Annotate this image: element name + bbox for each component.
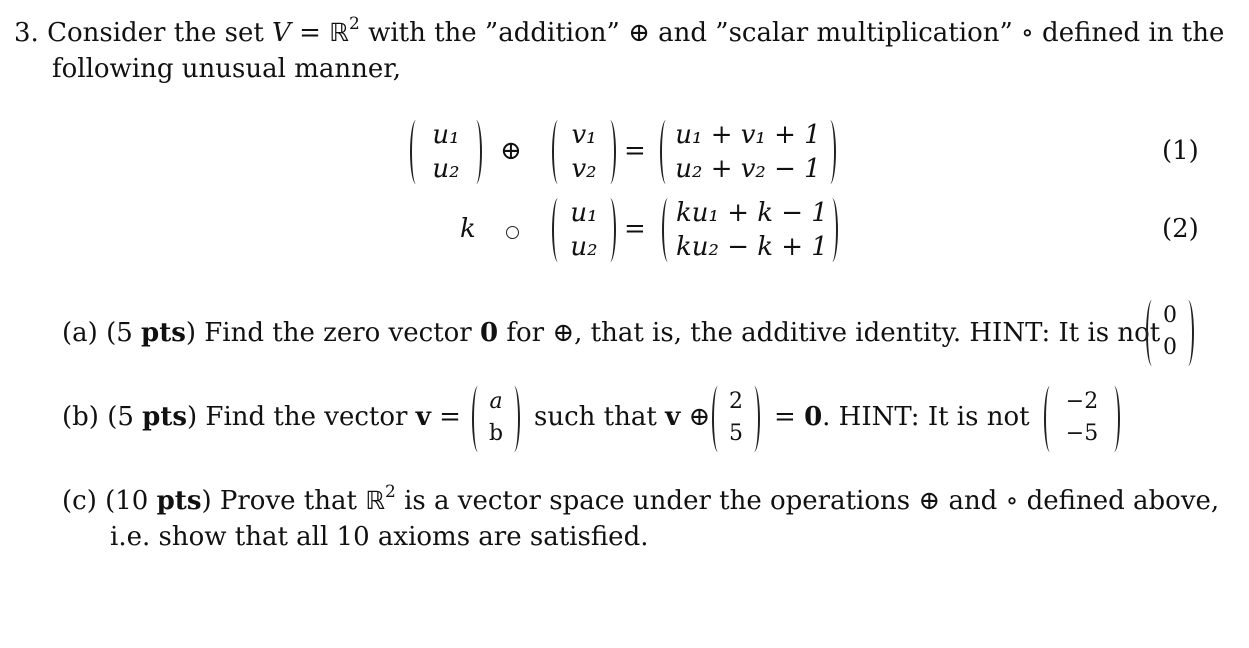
oplus-icon: ⊕ (628, 18, 650, 48)
scalar-symbol: k (460, 214, 476, 244)
circ-icon: ∘ (1021, 18, 1034, 48)
equation-number: (2) (1162, 214, 1199, 244)
vector-entry: u₁ (432, 120, 460, 150)
equation-number: (1) (1162, 136, 1199, 166)
vector-entry: 2 (729, 389, 743, 414)
vector-entry: u₁ (570, 198, 598, 228)
equals-sign: = (439, 402, 461, 432)
vector-entry: −2 (1065, 389, 1099, 414)
points-close: ) (185, 318, 196, 348)
equals-sign: = (624, 136, 646, 166)
part-text: . HINT: It is not (822, 402, 1030, 432)
points-unit: pts (141, 318, 186, 348)
eq1-right-vector (660, 120, 836, 184)
vector-entry: ku₂ − k + 1 (676, 232, 828, 262)
eq2-mid-vector (552, 198, 616, 262)
problem-number: 3. (14, 18, 39, 48)
points-unit: pts (142, 402, 187, 432)
hint-b-vector (1044, 386, 1120, 452)
circ-icon (506, 224, 519, 243)
hint-a-vector (1146, 300, 1194, 366)
vector-entry: u₁ + v₁ + 1 (675, 120, 821, 150)
vector-entry: b (488, 421, 504, 446)
exponent: 2 (348, 14, 360, 34)
part-text: for (506, 318, 545, 348)
intro-text: Consider the set (47, 18, 264, 48)
vector-entry: u₂ (570, 232, 598, 262)
part-label: (a) (62, 318, 98, 348)
intro-text: defined in the (1042, 18, 1225, 48)
part-text: Find the zero vector (204, 318, 472, 348)
vector-entry: a (489, 389, 503, 414)
exponent: 2 (385, 482, 396, 502)
vector-entry: v₂ (571, 154, 597, 184)
part-text: Find the vector (205, 402, 408, 432)
eq2-right-vector (662, 198, 838, 262)
part-a (62, 318, 1160, 348)
zero-vector-symbol: 0 (804, 402, 823, 432)
vector-entry: u₂ (432, 154, 460, 184)
vector-ab (472, 386, 520, 452)
eq1-mid-vector (552, 120, 616, 184)
part-text: such that (534, 402, 657, 432)
vector-v-symbol: v (415, 402, 431, 432)
oplus-icon: ⊕ (688, 402, 711, 432)
vector-entry: u₂ + v₂ − 1 (675, 154, 821, 184)
part-label: (c) (62, 486, 97, 516)
points-unit: pts (156, 486, 202, 516)
vector-entry: v₁ (571, 120, 597, 150)
vector-entry: ku₁ + k − 1 (676, 198, 828, 228)
part-b-intro (62, 402, 461, 432)
part-c-line-1 (62, 482, 1220, 519)
points: (10 (105, 486, 149, 516)
intro-text: and ”scalar multiplication” (658, 18, 1013, 48)
part-text: is a vector space under the operations (404, 486, 911, 516)
problem-line-1 (14, 14, 1225, 51)
part-label: (b) (62, 402, 99, 432)
part-text: defined above, (1026, 486, 1220, 516)
points: (5 (106, 318, 133, 348)
oplus-icon: ⊕ (918, 486, 941, 516)
intro-text: with the ”addition” (368, 18, 620, 48)
circ-icon: ∘ (1005, 486, 1019, 516)
set-symbol: V (272, 18, 291, 48)
vector-entry: 0 (1163, 335, 1177, 360)
vector-entry: 0 (1163, 303, 1177, 328)
points-close: ) (201, 486, 212, 516)
part-text: and (948, 486, 998, 516)
part-b-mid (534, 402, 710, 432)
equals-sign: = (774, 402, 796, 432)
part-c-line-2: i.e. show that all 10 axioms are satisfied. (110, 522, 649, 552)
zero-vector-symbol: 0 (479, 318, 499, 348)
points-close: ) (186, 402, 198, 432)
oplus-icon: ⊕ (552, 318, 575, 348)
problem-line-2: following unusual manner, (52, 54, 402, 84)
vector-entry: −5 (1065, 421, 1099, 446)
eq1-left-vector (410, 120, 482, 184)
vector-entry: 5 (729, 421, 743, 446)
reals-symbol: ℝ (329, 18, 349, 47)
reals-symbol: ℝ (365, 486, 386, 515)
vector-25 (712, 386, 760, 452)
equals-sign: = (624, 214, 646, 244)
points: (5 (107, 402, 134, 432)
oplus-icon: ⊕ (500, 136, 522, 166)
part-text: Prove that (219, 486, 357, 516)
part-text: , that is, the additive identity. HINT: It is not (574, 318, 1161, 348)
equals-sign: = (299, 18, 321, 48)
part-b-end (774, 402, 1030, 432)
vector-v-symbol: v (665, 402, 681, 432)
